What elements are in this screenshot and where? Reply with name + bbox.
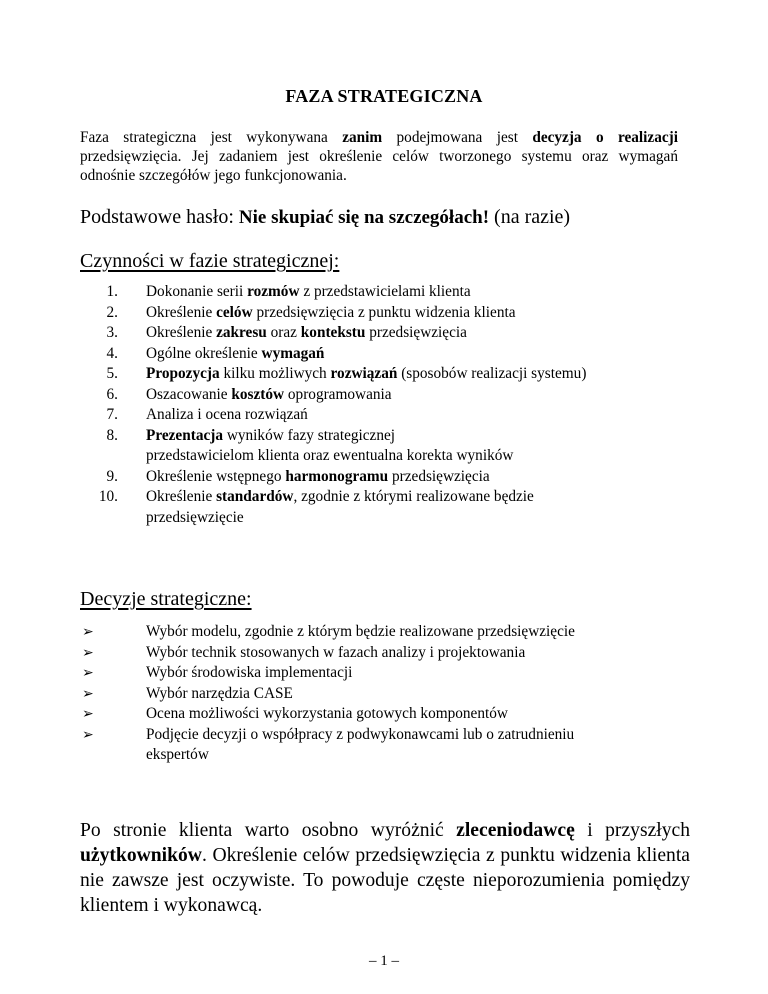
- page-title: FAZA STRATEGICZNA: [285, 86, 483, 106]
- list-item: ➢ Podjęcie decyzji o współpracy z podwykonawcami lub o zatrudnieniu ekspertów: [82, 725, 575, 763]
- decisions-list: [80, 622, 700, 766]
- list-item: 9. Określenie wstępnego harmonogramu przedsięwzięcia: [106, 467, 490, 485]
- outro-paragraph: Po stronie klienta warto osobno wyróżnić zleceniodawcę i przyszłych użytkowników. Określenie celów przedsięwzięcia z punktu widzenia klienta nie zawsze jest oczywiste. To powoduje częste nieporozumienia pomiędzy klientem i wykonawcą.: [80, 820, 690, 916]
- list-item: 6. Oszacowanie kosztów oprogramowania: [106, 385, 392, 403]
- list-item: ➢ Wybór narzędzia CASE: [80, 684, 700, 705]
- arrow-bullet-icon: ➢: [82, 706, 94, 722]
- arrow-bullet-icon: ➢: [82, 624, 94, 640]
- page-number: – 1 –: [369, 953, 399, 969]
- decisions-heading: Decyzje strategiczne:: [80, 588, 252, 610]
- motto-line: Podstawowe hasło: Nie skupiać się na szczegółach! (na razie): [80, 206, 571, 228]
- list-item: 1. Dokonanie serii rozmów z przedstawicielami klienta: [106, 283, 471, 300]
- list-item: 8. Prezentacja wyników fazy strategicznej przedstawicielom klienta oraz ewentualna korekta wyników: [106, 426, 514, 464]
- arrow-bullet-icon: ➢: [82, 726, 94, 743]
- list-item: 3. Określenie zakresu oraz kontekstu przedsięwzięcia: [106, 324, 467, 341]
- arrow-bullet-icon: ➢: [82, 644, 94, 661]
- list-item: 2. Określenie celów przedsięwzięcia z punktu widzenia klienta: [106, 303, 516, 321]
- arrow-bullet-icon: ➢: [82, 685, 94, 702]
- list-item: ➢ Wybór modelu, zgodnie z którym będzie realizowane przedsięwzięcie: [80, 622, 700, 643]
- list-item: 10. Określenie standardów, zgodnie z którymi realizowane będzie przedsięwzięcie: [98, 488, 534, 526]
- intro-paragraph: Faza strategiczna jest wykonywana zanim podejmowana jest decyzja o realizacji przedsięwzięcia. Jej zadaniem jest określenie celów tworzonego systemu oraz wymagań odnośnie szczegółów jego funkcjonowania.: [80, 129, 678, 184]
- list-item: 4. Ogólne określenie wymagań: [106, 344, 325, 362]
- arrow-bullet-icon: ➢: [82, 665, 94, 681]
- list-item: 7. Analiza i ocena rozwiązań: [106, 406, 308, 423]
- list-item: ➢ Ocena możliwości wykorzystania gotowych komponentów: [80, 704, 700, 725]
- activities-list: [80, 282, 700, 528]
- list-item: ➢ Wybór środowiska implementacji: [80, 663, 700, 684]
- activities-heading: Czynności w fazie strategicznej:: [80, 250, 340, 272]
- list-item: ➢ Wybór technik stosowanych w fazach analizy i projektowania: [80, 643, 700, 664]
- list-item: 5. Propozycja kilku możliwych rozwiązań (sposobów realizacji systemu): [106, 365, 587, 382]
